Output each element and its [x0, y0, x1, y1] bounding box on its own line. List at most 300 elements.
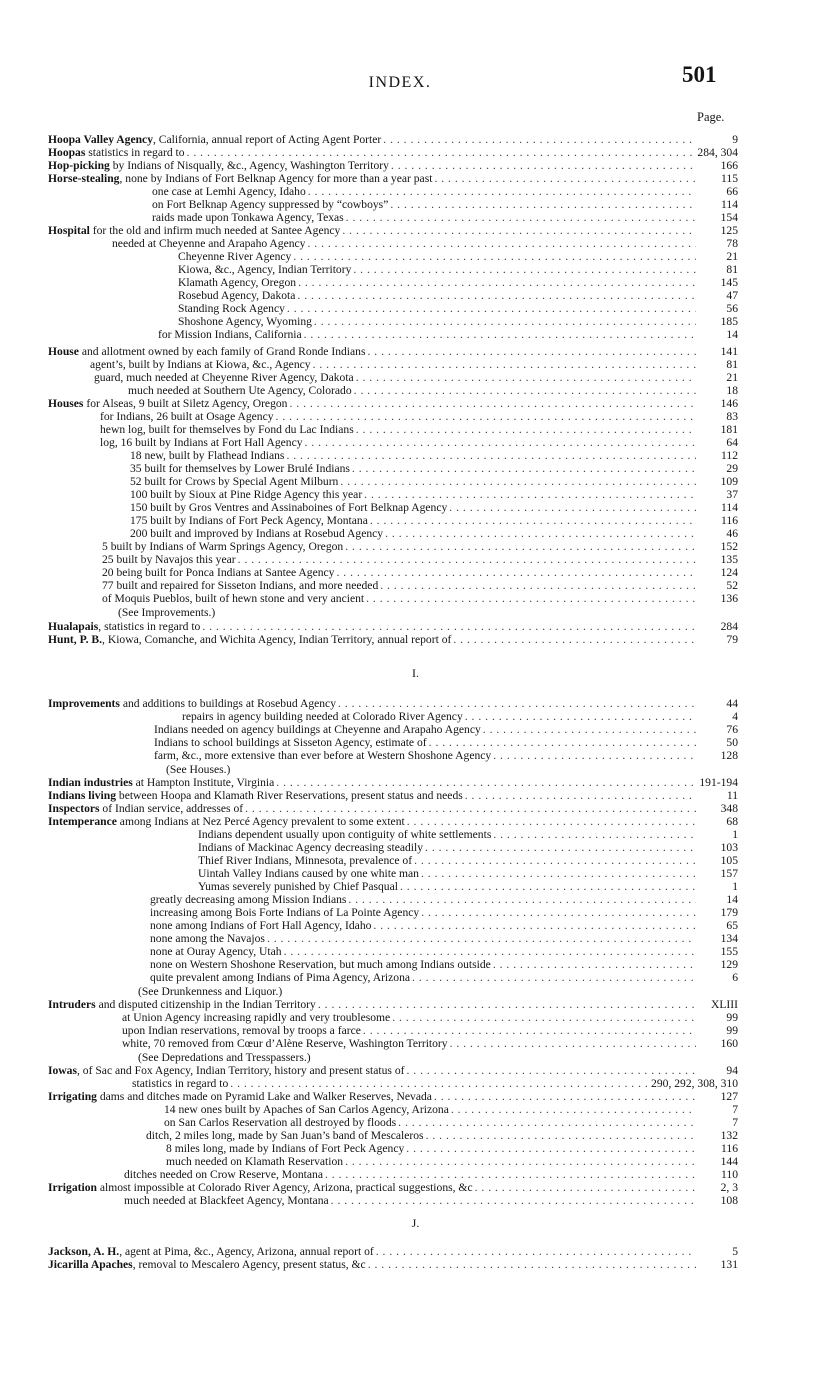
entry-heading: Indians living: [48, 789, 116, 802]
leader-dots: [202, 620, 696, 634]
leader-dots: [493, 958, 696, 972]
entry-text: [48, 1103, 449, 1117]
entry-text: [48, 250, 291, 264]
entry-text: [48, 579, 378, 593]
page-reference: 9: [732, 133, 738, 146]
entry-text: [48, 172, 432, 186]
leader-dots: [407, 815, 696, 829]
leader-dots: [276, 776, 696, 790]
page-column-label: Page.: [697, 110, 725, 124]
entry-description: none among the Navajos: [150, 932, 265, 945]
index-entry: [48, 985, 738, 999]
entry-text: [48, 315, 312, 329]
entry-description: , of Sac and Fox Agency, Indian Territory, history and present status of: [77, 1064, 405, 1077]
entry-text: [48, 198, 388, 212]
leader-dots: [421, 906, 696, 920]
index-entry: [48, 1037, 738, 1051]
leader-dots: [390, 198, 696, 212]
index-entry: [48, 841, 738, 855]
entry-text: [48, 841, 423, 855]
leader-dots: [465, 789, 696, 803]
entry-text: [48, 1064, 405, 1078]
section-heading-j: J.: [411, 1216, 420, 1230]
entry-description: Uintah Valley Indians caused by one white man: [198, 867, 419, 880]
entry-description: for the old and infirm much needed at Santee Agency: [89, 224, 341, 237]
entry-text: [48, 919, 371, 933]
index-entry: [48, 789, 738, 803]
leader-dots: [368, 1258, 696, 1272]
page-reference: 2, 3: [720, 1181, 738, 1194]
page-reference: 115: [721, 172, 738, 185]
page-reference: 103: [720, 841, 738, 854]
entry-text: [48, 906, 419, 920]
index-entry: [48, 371, 738, 385]
entry-text: [48, 736, 427, 750]
page-reference: XLIII: [710, 998, 738, 1011]
entry-text: [48, 263, 351, 277]
page-reference: 29: [726, 462, 738, 475]
entry-description: quite prevalent among Indians of Pima Agency, Arizona: [150, 971, 411, 984]
leader-dots: [338, 697, 696, 711]
index-entry: [48, 211, 738, 225]
leader-dots: [342, 224, 696, 238]
index-entry: [48, 697, 738, 711]
leader-dots: [421, 867, 696, 881]
index-entry: [48, 1258, 738, 1272]
page-reference: 181: [720, 423, 738, 436]
entry-text: [48, 276, 296, 290]
entry-heading: Iowas: [48, 1064, 77, 1077]
page-reference: 1: [732, 828, 738, 841]
entry-text: [48, 1011, 390, 1025]
page-reference: 154: [720, 211, 738, 224]
entry-heading: Intruders: [48, 998, 96, 1011]
leader-dots: [429, 736, 696, 750]
entry-description: much needed at Blackfeet Agency, Montana: [124, 1194, 329, 1207]
entry-description: at Hampton Institute, Virginia: [132, 776, 275, 789]
entry-heading: Hoopa Valley Agency: [48, 133, 153, 146]
page-reference: 78: [726, 237, 738, 250]
page-reference: 160: [720, 1037, 738, 1050]
entry-text: [48, 1024, 361, 1038]
page-reference: 136: [720, 592, 738, 605]
entry-description: statistics in regard to: [132, 1077, 229, 1090]
leader-dots: [331, 1194, 696, 1208]
entry-text: [48, 776, 274, 790]
index-entry: [48, 1090, 738, 1104]
leader-dots: [307, 237, 696, 251]
page-reference: 81: [726, 358, 738, 371]
leader-dots: [293, 250, 696, 264]
entry-text: [48, 224, 340, 238]
index-entry: [48, 606, 738, 620]
page-reference: 290, 292, 308, 310: [651, 1077, 738, 1090]
entry-description: needed at Cheyenne and Arapaho Agency: [112, 237, 306, 250]
entry-description: dams and ditches made on Pyramid Lake and Walker Reserves, Nevada: [96, 1090, 432, 1103]
page-reference: 114: [721, 198, 738, 211]
page-reference: 46: [726, 527, 738, 540]
leader-dots: [373, 919, 696, 933]
page-reference: 66: [726, 185, 738, 198]
index-entry: [48, 345, 738, 359]
entry-description: none at Ouray Agency, Utah: [150, 945, 282, 958]
entry-description: hewn log, built for themselves by Fond du Lac Indians: [100, 423, 354, 436]
entry-text: [48, 620, 200, 634]
page-reference: 56: [726, 302, 738, 315]
entry-description: Indians to school buildings at Sisseton Agency, estimate of: [154, 736, 427, 749]
entry-text: [48, 553, 236, 567]
index-entry: [48, 475, 738, 489]
entry-text: [48, 302, 285, 316]
page-reference: 284, 304: [697, 146, 738, 159]
page-reference: 18: [726, 384, 738, 397]
index-entry: [48, 540, 738, 554]
index-entry: [48, 1024, 738, 1038]
leader-dots: [336, 566, 696, 580]
entry-text: [48, 985, 282, 999]
index-entry: [48, 358, 738, 372]
index-entry: [48, 1064, 738, 1078]
page-reference: 112: [721, 449, 738, 462]
page-reference: 134: [720, 932, 738, 945]
page-reference: 129: [720, 958, 738, 971]
leader-dots: [314, 315, 696, 329]
entry-text: [48, 328, 302, 342]
page-reference: 68: [726, 815, 738, 828]
page-reference: 191-194: [699, 776, 738, 789]
entry-description: on Fort Belknap Agency suppressed by “cowboys”: [152, 198, 389, 211]
leader-dots: [392, 1011, 696, 1025]
entry-description: none among Indians of Fort Hall Agency, Idaho: [150, 919, 372, 932]
entry-description: for Indians, 26 built at Osage Agency: [100, 410, 274, 423]
index-entry: [48, 802, 738, 816]
page-reference: 14: [726, 328, 738, 341]
index-entry: [48, 1181, 738, 1195]
leader-dots: [340, 475, 696, 489]
entry-text: [48, 475, 338, 489]
entry-description: and additions to buildings at Rosebud Agency: [119, 697, 336, 710]
entry-description: of Indian service, addresses of: [99, 802, 244, 815]
page-reference: 155: [720, 945, 738, 958]
leader-dots: [345, 540, 696, 554]
entry-description: (See Improvements.): [118, 606, 216, 619]
entry-description: 175 built by Indians of Fort Peck Agency, Montana: [130, 514, 368, 527]
entry-text: [48, 1181, 473, 1195]
page-reference: 76: [726, 723, 738, 736]
leader-dots: [434, 172, 696, 186]
entry-text: [48, 1258, 366, 1272]
page-reference: 284: [720, 620, 738, 633]
leader-dots: [426, 1129, 696, 1143]
page-reference: 179: [720, 906, 738, 919]
index-entry: [48, 410, 738, 424]
index-entry: [48, 488, 738, 502]
entry-description: guard, much needed at Cheyenne River Agency, Dakota: [94, 371, 354, 384]
page-number: 501: [682, 62, 717, 87]
entry-text: [48, 867, 419, 881]
entry-text: [48, 211, 344, 225]
index-entry: [48, 1155, 738, 1169]
entry-text: [48, 971, 410, 985]
index-entry: [48, 462, 738, 476]
entry-description: increasing among Bois Forte Indians of La Pointe Agency: [150, 906, 420, 919]
entry-text: [48, 566, 334, 580]
entry-text: [48, 998, 316, 1012]
leader-dots: [400, 880, 696, 894]
entry-description: farm, &c., more extensive than ever before at Western Shoshone Agency: [154, 749, 492, 762]
entry-description: Yumas severely punished by Chief Pasqual: [198, 880, 398, 893]
entry-description: statistics in regard to: [85, 146, 185, 159]
index-entry: [48, 1168, 738, 1182]
entry-text: [48, 371, 354, 385]
leader-dots: [245, 802, 696, 816]
index-entry: [48, 1103, 738, 1117]
index-entry: [48, 736, 738, 750]
page-reference: 108: [720, 1194, 738, 1207]
leader-dots: [298, 276, 696, 290]
index-entry: [48, 224, 738, 238]
page-reference: 21: [726, 371, 738, 384]
index-entry: [48, 436, 738, 450]
index-entry: [48, 723, 738, 737]
page-reference: 21: [726, 250, 738, 263]
entry-description: 8 miles long, made by Indians of Fort Peck Agency: [166, 1142, 405, 1155]
leader-dots: [230, 1077, 649, 1091]
entry-text: [48, 1194, 329, 1208]
index-entry: [48, 302, 738, 316]
entry-text: [48, 146, 185, 160]
leader-dots: [364, 488, 696, 502]
index-entry: [48, 828, 738, 842]
page-reference: 125: [720, 224, 738, 237]
entry-text: [48, 449, 284, 463]
entry-description: (See Drunkenness and Liquor.): [138, 985, 283, 998]
index-entry: [48, 553, 738, 567]
page-reference: 4: [732, 710, 738, 723]
page-reference: 1: [732, 880, 738, 893]
entry-description: for Mission Indians, California: [158, 328, 302, 341]
index-entry: [48, 250, 738, 264]
leader-dots: [414, 854, 696, 868]
index-entry: [48, 159, 738, 173]
leader-dots: [286, 449, 696, 463]
entry-description: Indians dependent usually upon contiguity of white settlements: [198, 828, 492, 841]
entry-text: [48, 710, 463, 724]
entry-description: white, 70 removed from Cœur d’Alène Reserve, Washington Territory: [122, 1037, 448, 1050]
leader-dots: [453, 633, 696, 647]
page-reference: 64: [726, 436, 738, 449]
leader-dots: [493, 749, 696, 763]
index-entry: [48, 514, 738, 528]
page-reference: 166: [720, 159, 738, 172]
leader-dots: [305, 436, 696, 450]
entry-description: agent’s, built by Indians at Kiowa, &c., Agency: [90, 358, 311, 371]
entry-heading: Irrigating: [48, 1090, 97, 1103]
entry-text: [48, 397, 287, 411]
page-reference: 135: [720, 553, 738, 566]
entry-description: Rosebud Agency, Dakota: [178, 289, 296, 302]
entry-description: 14 new ones built by Apaches of San Carlos Agency, Arizona: [164, 1103, 449, 1116]
entry-text: [48, 358, 311, 372]
entry-description: Shoshone Agency, Wyoming: [178, 315, 312, 328]
entry-description: between Hoopa and Klamath River Reservations, present status and needs: [116, 789, 463, 802]
entry-description: ditch, 2 miles long, made by San Juan’s band of Mescaleros: [146, 1129, 424, 1142]
entry-text: [48, 1077, 228, 1091]
page-reference: 185: [720, 315, 738, 328]
entry-heading: Hospital: [48, 224, 90, 237]
index-entry: [48, 328, 738, 342]
entry-heading: Hoopas: [48, 146, 86, 159]
index-entry: [48, 289, 738, 303]
entry-heading: Intemperance: [48, 815, 117, 828]
index-entry: [48, 397, 738, 411]
entry-text: [48, 763, 230, 777]
leader-dots: [406, 1142, 696, 1156]
entry-description: and allotment owned by each family of Grand Ronde Indians: [78, 345, 366, 358]
leader-dots: [376, 1245, 696, 1259]
leader-dots: [370, 514, 696, 528]
entry-text: [48, 289, 295, 303]
leader-dots: [348, 893, 696, 907]
leader-dots: [380, 579, 696, 593]
entry-description: Indians needed on agency buildings at Cheyenne and Arapaho Agency: [154, 723, 481, 736]
entry-description: for Alseas, 9 built at Siletz Agency, Oregon: [83, 397, 288, 410]
page-reference: 99: [726, 1024, 738, 1037]
entry-description: 77 built and repaired for Sisseton Indians, and more needed: [102, 579, 379, 592]
index-entry: [48, 172, 738, 186]
leader-dots: [238, 553, 696, 567]
entry-text: [48, 723, 481, 737]
page-reference: 128: [720, 749, 738, 762]
entry-description: Thief River Indians, Minnesota, prevalence of: [198, 854, 413, 867]
entry-text: [48, 893, 346, 907]
page-reference: 145: [720, 276, 738, 289]
entry-description: almost impossible at Colorado River Agency, Arizona, practical suggestions, &c: [96, 1181, 473, 1194]
entry-text: [48, 1168, 323, 1182]
page-reference: 47: [726, 289, 738, 302]
page-reference: 152: [720, 540, 738, 553]
entry-heading: Hualapais: [48, 620, 99, 633]
page-reference: 127: [720, 1090, 738, 1103]
index-entry: [48, 237, 738, 251]
entry-description: 200 built and improved by Indians at Rosebud Agency: [130, 527, 384, 540]
leader-dots: [412, 971, 696, 985]
index-entry: [48, 776, 738, 790]
entry-text: [48, 527, 383, 541]
entry-description: and disputed citizenship in the Indian Territory: [95, 998, 316, 1011]
leader-dots: [276, 410, 696, 424]
entry-description: 18 new, built by Flathead Indians: [130, 449, 285, 462]
leader-dots: [366, 592, 696, 606]
entry-description: , statistics in regard to: [98, 620, 201, 633]
entry-text: [48, 958, 491, 972]
entry-heading: Jackson, A. H.: [48, 1245, 120, 1258]
entry-description: 52 built for Crows by Special Agent Milburn: [130, 475, 339, 488]
index-entry: [48, 1011, 738, 1025]
leader-dots: [383, 133, 696, 147]
page-reference: 132: [720, 1129, 738, 1142]
leader-dots: [267, 932, 696, 946]
entry-text: [48, 945, 282, 959]
entry-description: (See Depredations and Tresspassers.): [138, 1051, 311, 1064]
index-entry: [48, 1077, 738, 1091]
page-reference: 114: [721, 501, 738, 514]
index-entry: [48, 423, 738, 437]
index-entry: [48, 579, 738, 593]
leader-dots: [318, 998, 696, 1012]
section-heading-i: I.: [412, 666, 419, 680]
entry-description: on San Carlos Reservation all destroyed by floods: [164, 1116, 397, 1129]
entry-description: 35 built for themselves by Lower Brulé Indians: [130, 462, 350, 475]
index-entry: [48, 1194, 738, 1208]
page-reference: 5: [732, 1245, 738, 1258]
index-entry: [48, 527, 738, 541]
page-reference: 146: [720, 397, 738, 410]
page-reference: 6: [732, 971, 738, 984]
entry-description: , California, annual report of Acting Agent Porter: [153, 133, 382, 146]
page-reference: 124: [720, 566, 738, 579]
index-entry: [48, 880, 738, 894]
entry-text: [48, 592, 364, 606]
entry-description: 25 built by Navajos this year: [102, 553, 236, 566]
index-entry: [48, 133, 738, 147]
entry-heading: Hop-picking: [48, 159, 110, 172]
entry-text: [48, 159, 389, 173]
index-entry: [48, 1051, 738, 1065]
leader-dots: [287, 302, 696, 316]
entry-text: [48, 606, 215, 620]
entry-text: [48, 1037, 448, 1051]
leader-dots: [434, 1090, 696, 1104]
entry-text: [48, 802, 243, 816]
page-reference: 79: [726, 633, 738, 646]
entry-text: [48, 1155, 343, 1169]
leader-dots: [451, 1103, 696, 1117]
entry-description: 100 built by Sioux at Pine Ridge Agency this year: [130, 488, 363, 501]
entry-description: Klamath Agency, Oregon: [178, 276, 297, 289]
index-entry: [48, 958, 738, 972]
leader-dots: [425, 841, 696, 855]
entry-text: [48, 540, 343, 554]
index-entry: [48, 1116, 738, 1130]
entry-text: [48, 828, 491, 842]
entry-text: [48, 436, 303, 450]
entry-description: 5 built by Indians of Warm Springs Agency, Oregon: [102, 540, 344, 553]
page-reference: 81: [726, 263, 738, 276]
leader-dots: [385, 527, 696, 541]
index-entry: [48, 315, 738, 329]
entry-description: upon Indian reservations, removal by troops a farce: [122, 1024, 361, 1037]
index-entry: [48, 263, 738, 277]
index-entry: [48, 384, 738, 398]
index-entry: [48, 854, 738, 868]
entry-text: [48, 789, 463, 803]
leader-dots: [356, 423, 696, 437]
leader-dots: [187, 146, 696, 160]
page-reference: 99: [726, 1011, 738, 1024]
page-reference: 50: [726, 736, 738, 749]
leader-dots: [475, 1181, 696, 1195]
entry-heading: Indian industries: [48, 776, 133, 789]
entry-description: 150 built by Gros Ventres and Assinaboines of Fort Belknap Agency: [130, 501, 448, 514]
page-reference: 348: [720, 802, 738, 815]
entry-description: repairs in agency building needed at Colorado River Agency: [182, 710, 463, 723]
entry-description: log, 16 built by Indians at Fort Hall Agency: [100, 436, 303, 449]
entry-text: [48, 133, 381, 147]
index-entry: [48, 501, 738, 515]
entry-description: Kiowa, &c., Agency, Indian Territory: [178, 263, 352, 276]
entry-text: [48, 185, 306, 199]
